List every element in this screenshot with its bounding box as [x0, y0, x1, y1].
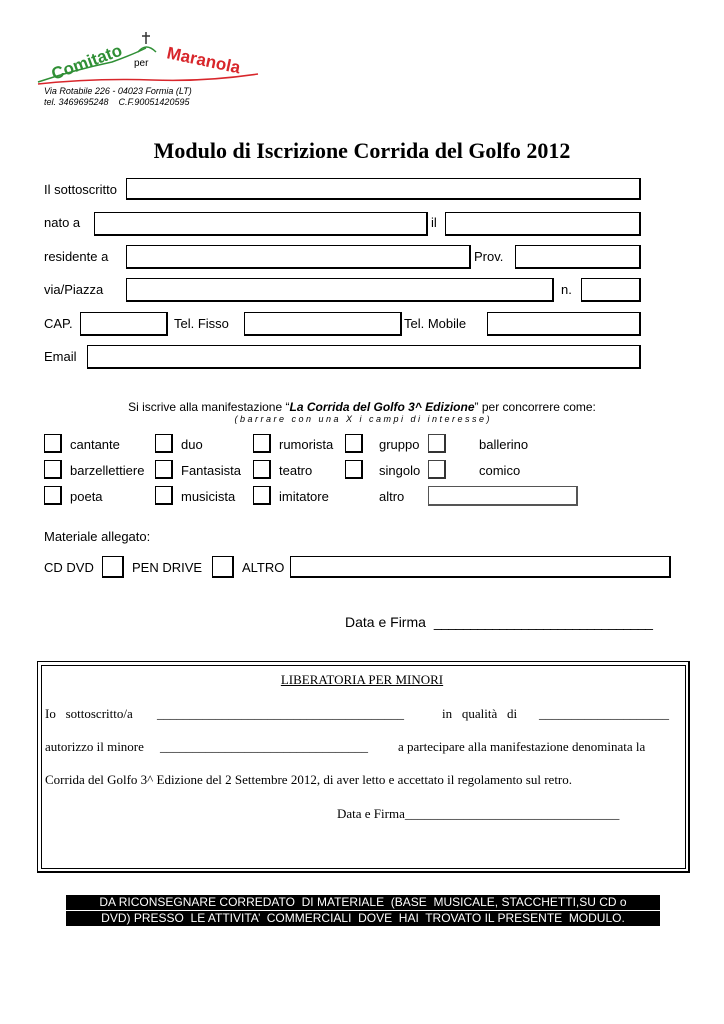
label-musicista: musicista — [181, 489, 236, 504]
iscrive-text — [0, 400, 724, 414]
label-il: il — [431, 215, 437, 230]
address-line-1: Via Rotabile 226 - 04023 Formia (LT) — [44, 86, 192, 96]
liberatoria-l2-a: autorizzo il minore — [45, 739, 144, 754]
liberatoria-l1-d: ____________________ — [539, 706, 669, 721]
logo — [34, 30, 264, 92]
iscrive-event: La Corrida del Golfo 3^ Edizione — [289, 400, 475, 414]
liberatoria-l3: Corrida del Golfo 3^ Edizione del 2 Settembre 2012, di aver letto e accettato il regolamento sul retro. — [45, 772, 573, 787]
page-title: Modulo di Iscrizione Corrida del Golfo 2012 — [153, 138, 571, 163]
label-fantasista: Fantasista — [181, 463, 241, 478]
iscrive-post: ” per concorrere come: — [474, 400, 596, 414]
checkbox-barzellettiere[interactable] — [44, 460, 62, 479]
checkbox-cd-dvd[interactable] — [102, 556, 124, 578]
iscrive-pre: Si iscrive alla manifestazione “ — [128, 400, 290, 414]
tel-fisso-field[interactable] — [244, 312, 402, 336]
altro-category-field[interactable] — [428, 486, 578, 506]
data-firma-line: ______________________________ — [433, 614, 653, 630]
nato-field[interactable] — [94, 212, 428, 236]
liberatoria-l2-b: ________________________________ — [160, 739, 368, 754]
liberatoria-inner-border — [41, 665, 686, 869]
checkbox-rumorista[interactable] — [253, 434, 271, 453]
label-barzellettiere: barzellettiere — [70, 463, 145, 478]
label-cd-dvd: CD DVD — [44, 560, 94, 575]
checkbox-duo[interactable] — [155, 434, 173, 453]
label-poeta: poeta — [70, 489, 103, 504]
checkbox-singolo[interactable] — [345, 460, 363, 479]
label-ballerino: ballerino — [479, 437, 529, 452]
liberatoria-title: LIBERATORIA PER MINORI — [280, 672, 444, 687]
footer-line-1: DA RICONSEGNARE CORREDATO DI MATERIALE (BASE MUSICALE, STACCHETTI,SU CD o — [66, 895, 660, 910]
label-rumorista: rumorista — [279, 437, 334, 452]
address-line-2: tel. 3469695248 C.F.90051420595 — [44, 97, 190, 107]
checkbox-poeta[interactable] — [44, 486, 62, 505]
checkbox-musicista[interactable] — [155, 486, 173, 505]
label-singolo: singolo — [379, 463, 421, 478]
tel-mobile-field[interactable] — [487, 312, 641, 336]
checkbox-gruppo[interactable] — [345, 434, 363, 453]
label-email: Email — [44, 349, 77, 364]
label-via: via/Piazza — [44, 282, 104, 297]
label-cantante: cantante — [70, 437, 120, 452]
label-altro-materiale: ALTRO — [242, 560, 285, 575]
checkbox-imitatore[interactable] — [253, 486, 271, 505]
sottoscritto-field[interactable] — [126, 178, 641, 200]
checkbox-cantante[interactable] — [44, 434, 62, 453]
data-firma — [345, 613, 652, 631]
civic-number-field[interactable] — [581, 278, 641, 302]
label-nato: nato a — [44, 215, 81, 230]
checkbox-teatro[interactable] — [253, 460, 271, 479]
email-field[interactable] — [87, 345, 641, 369]
prov-field[interactable] — [515, 245, 641, 269]
via-field[interactable] — [126, 278, 554, 302]
label-teatro: teatro — [279, 463, 313, 478]
liberatoria-l2-c: a partecipare alla manifestazione denominata la — [398, 739, 646, 754]
label-comico: comico — [479, 463, 521, 478]
logo-word-per: per — [134, 58, 149, 69]
label-imitatore: imitatore — [279, 489, 329, 504]
label-tel-mobile: Tel. Mobile — [404, 316, 467, 331]
label-altro: altro — [379, 489, 405, 504]
label-sottoscritto: Il sottoscritto — [44, 182, 117, 197]
label-gruppo: gruppo — [379, 437, 420, 452]
label-pen-drive: PEN DRIVE — [132, 560, 203, 575]
data-firma-label: Data e Firma — [345, 614, 426, 630]
cap-field[interactable] — [80, 312, 168, 336]
iscrive-hint: ( b a r r a r e c o n u n a X i c a m p i d i i n t e r e s s e ) — [234, 414, 490, 424]
label-duo: duo — [181, 437, 203, 452]
altro-materiale-field[interactable] — [290, 556, 671, 578]
liberatoria-l1-b: ______________________________________ — [157, 706, 404, 721]
label-materiale: Materiale allegato: — [44, 529, 151, 544]
label-n: n. — [561, 282, 572, 297]
liberatoria-l1-c: in qualità di — [442, 706, 518, 721]
footer-line-2: DVD) PRESSO LE ATTIVITA’ COMMERCIALI DOVE HAI TROVATO IL PRESENTE MODULO. — [66, 911, 660, 926]
label-tel-fisso: Tel. Fisso — [174, 316, 229, 331]
liberatoria-l1-a: Io sottoscritto/a — [45, 706, 133, 721]
logo-word-comitato: Comitato — [48, 40, 125, 84]
logo-graphic — [34, 30, 264, 92]
date-field[interactable] — [445, 212, 641, 236]
checkbox-comico[interactable] — [428, 460, 446, 479]
residente-field[interactable] — [126, 245, 471, 269]
checkbox-fantasista[interactable] — [155, 460, 173, 479]
checkbox-ballerino[interactable] — [428, 434, 446, 453]
label-residente: residente a — [44, 249, 109, 264]
footer-notice — [66, 895, 660, 927]
checkbox-pen-drive[interactable] — [212, 556, 234, 578]
logo-word-maranola: Maranola — [165, 43, 243, 78]
label-cap: CAP. — [44, 316, 73, 331]
liberatoria-firma: Data e Firma_________________________________ — [337, 806, 620, 821]
label-prov: Prov. — [474, 249, 504, 264]
